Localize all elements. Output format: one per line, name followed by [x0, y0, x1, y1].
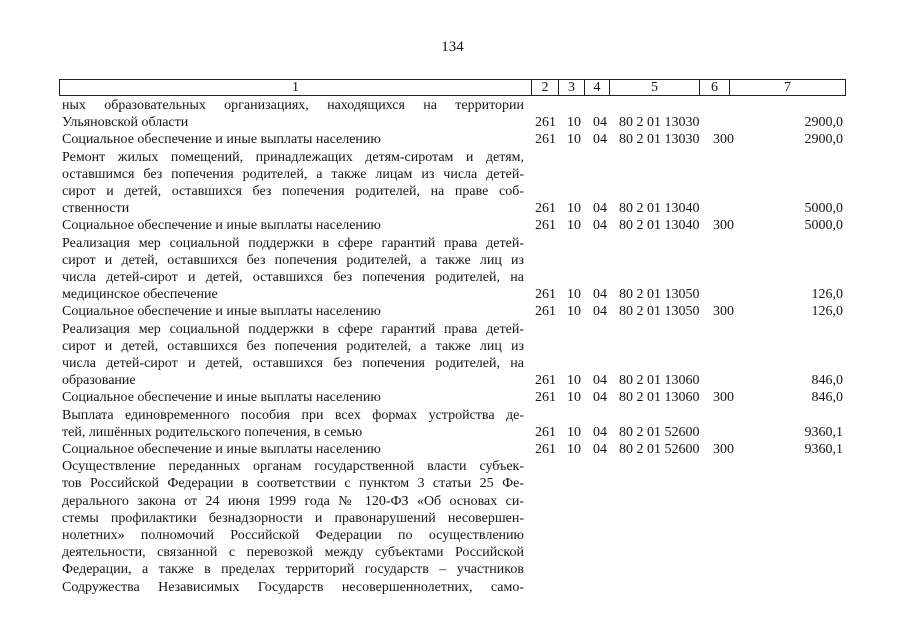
row-c4: 04: [593, 424, 607, 440]
row-c7: 126,0: [811, 287, 843, 303]
row-name: Ульяновской области: [62, 115, 189, 131]
row-name: числа детей-сирот и детей, оставшихся без попечения родителей, на: [62, 270, 524, 285]
row-c7: 126,0: [811, 304, 843, 320]
row-c7: 9360,1: [804, 442, 843, 457]
row-name: Осуществление переданных органам государственной власти субъек-: [62, 459, 524, 475]
row-c3: 10: [567, 390, 581, 406]
row-c5: 80 2 01 13030: [619, 132, 700, 148]
row-c4: 04: [593, 442, 607, 457]
row-c5: 80 2 01 13050: [619, 304, 700, 320]
row-c2: 261: [535, 218, 556, 234]
row-name: сирот и детей, оставшихся без попечения родителей, на праве соб-: [62, 184, 524, 199]
row-c4: 04: [593, 132, 607, 148]
row-name: Социальное обеспечение и иные выплаты населению: [62, 304, 381, 320]
header-col-3: 3: [558, 80, 584, 95]
header-col-1: 1: [292, 79, 299, 95]
row-c3: 10: [567, 304, 581, 320]
row-name: ственности: [62, 201, 130, 217]
row-c6: 300: [713, 390, 734, 406]
row-name: тов Российской Федерации в соответствии с пунктом 3 статьи 25 Фе-: [62, 476, 524, 492]
row-c6: 300: [713, 218, 734, 234]
header-col-5: 5: [609, 80, 699, 95]
row-c5: 80 2 01 13040: [619, 201, 700, 217]
row-c6: 300: [713, 442, 734, 457]
row-c5: 80 2 01 52600: [619, 424, 700, 440]
row-c3: 10: [567, 115, 581, 131]
header-col-6: 6: [699, 80, 729, 95]
row-name: Содружества Независимых Государств несовершеннолетних, само-: [62, 579, 524, 595]
row-name: оставшимся без попечения родителей, а также лицам из числа детей-: [62, 166, 524, 182]
row-c2: 261: [535, 373, 556, 389]
row-c2: 261: [535, 442, 556, 457]
row-c2: 261: [535, 424, 556, 440]
row-c4: 04: [593, 287, 607, 303]
header-col-2: 2: [531, 80, 558, 95]
row-name: Социальное обеспечение и иные выплаты населению: [62, 132, 381, 148]
row-name: дерального закона от 24 июня 1999 года № 120-ФЗ «Об основах си-: [62, 493, 524, 509]
row-name: Ремонт жилых помещений, принадлежащих детям-сиротам и детям,: [62, 149, 524, 165]
row-c7: 5000,0: [804, 218, 843, 234]
row-c3: 10: [567, 287, 581, 303]
header-col-7: 7: [729, 80, 845, 95]
row-c2: 261: [535, 304, 556, 320]
row-c5: 80 2 01 13060: [619, 390, 700, 406]
row-name: медицинское обеспечение: [62, 287, 218, 303]
row-c2: 261: [535, 287, 556, 303]
row-c3: 10: [567, 132, 581, 148]
row-name: образование: [62, 373, 136, 389]
row-c4: 04: [593, 373, 607, 389]
row-c7: 2900,0: [804, 115, 843, 131]
row-c3: 10: [567, 373, 581, 389]
row-c5: 80 2 01 13040: [619, 218, 700, 234]
row-name: сирот и детей, оставшихся без попечения родителей, а также лиц из: [62, 338, 524, 354]
row-c4: 04: [593, 390, 607, 406]
row-c7: 5000,0: [804, 201, 843, 217]
row-name: стемы профилактики безнадзорности и правонарушений несовершен-: [62, 510, 524, 526]
row-c5: 80 2 01 13060: [619, 373, 700, 389]
row-c3: 10: [567, 201, 581, 217]
row-name: нолетних» полномочий Российской Федерации по осуществлению: [62, 528, 524, 543]
row-name: деятельности, связанной с перевозкой между субъектами Российской: [62, 545, 524, 561]
row-c4: 04: [593, 218, 607, 234]
row-name: ных образовательных организациях, находящихся на территории: [62, 98, 524, 113]
row-c3: 10: [567, 218, 581, 234]
row-c2: 261: [535, 132, 556, 148]
row-c3: 10: [567, 442, 581, 457]
row-c2: 261: [535, 390, 556, 406]
page-number: 134: [441, 39, 464, 55]
row-c6: 300: [713, 132, 734, 148]
row-c5: 80 2 01 13030: [619, 115, 700, 131]
row-name: числа детей-сирот и детей, оставшихся без попечения родителей, на: [62, 356, 524, 371]
row-name: Реализация мер социальной поддержки в сфере гарантий права детей-: [62, 321, 524, 337]
row-c5: 80 2 01 52600: [619, 442, 700, 457]
row-c7: 9360,1: [804, 424, 843, 440]
row-c2: 261: [535, 201, 556, 217]
row-c4: 04: [593, 115, 607, 131]
row-name: Реализация мер социальной поддержки в сфере гарантий права детей-: [62, 235, 524, 251]
row-name: Федерации, а также в пределах территорий государств – участников: [62, 562, 524, 578]
row-c7: 2900,0: [804, 132, 843, 148]
row-name: Выплата единовременного пособия при всех формах устройства де-: [62, 407, 524, 423]
row-c7: 846,0: [811, 373, 843, 389]
row-c5: 80 2 01 13050: [619, 287, 700, 303]
row-c3: 10: [567, 424, 581, 440]
row-name: тей, лишённых родительского попечения, в семью: [62, 424, 363, 440]
header-col-4: 4: [584, 80, 609, 95]
row-c7: 846,0: [811, 390, 843, 406]
row-c6: 300: [713, 304, 734, 320]
row-c2: 261: [535, 115, 556, 131]
row-name: Социальное обеспечение и иные выплаты населению: [62, 218, 381, 234]
row-name: Социальное обеспечение и иные выплаты населению: [62, 442, 381, 457]
row-name: сирот и детей, оставшихся без попечения родителей, а также лиц из: [62, 252, 524, 268]
row-c4: 04: [593, 304, 607, 320]
row-name: Социальное обеспечение и иные выплаты населению: [62, 390, 381, 406]
row-c4: 04: [593, 201, 607, 217]
